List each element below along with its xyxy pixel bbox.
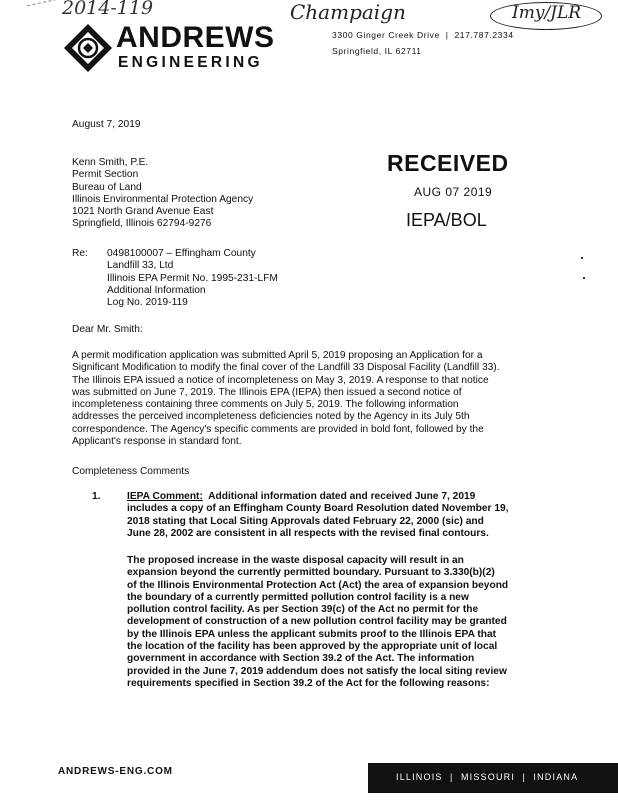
- re-block: [107, 248, 278, 309]
- footer-website: ANDREWS-ENG.COM: [58, 766, 173, 777]
- intro-line: was submitted on June 7, 2019. The Illinois EPA (IEPA) then issued a second notice of: [72, 386, 462, 398]
- margin-mark: [581, 257, 583, 259]
- letterhead-address-line2: Springfield, IL 62711: [332, 46, 422, 56]
- comment-p2-line: of the Illinois Environmental Protection Act (Act) the area of expansion beyond: [127, 579, 509, 591]
- received-stamp-date: AUG 07 2019: [414, 185, 493, 199]
- recipient-block: [72, 157, 253, 231]
- comment-p2-line: pollution control facility. As per Section 39(c) of the Act no permit for the: [127, 604, 479, 616]
- comment-line: includes a copy of an Effingham County Board Resolution dated November 19,: [127, 503, 509, 515]
- brand-name: ANDREWS: [116, 21, 275, 54]
- recipient-line: Bureau of Land: [72, 181, 142, 193]
- letterhead-address-line1: 3300 Ginger Creek Drive | 217.787.2334: [332, 30, 514, 40]
- recipient-line: Illinois Environmental Protection Agency: [72, 193, 254, 205]
- recipient-line: Springfield, Illinois 62794-9276: [72, 218, 212, 230]
- re-line: Log No. 2019-119: [107, 297, 188, 309]
- comment-p2-line: The proposed increase in the waste disposal capacity will result in an: [127, 555, 464, 566]
- handwritten-initials: Imy/JLR: [512, 3, 582, 23]
- comment-p2-line: by the Illinois EPA unless the applicant submits proof to the Illinois EPA that: [127, 628, 497, 640]
- footer-states: ILLINOIS | MISSOURI | INDIANA: [396, 772, 579, 782]
- re-line: Illinois EPA Permit No. 1995-231-LFM: [107, 272, 278, 284]
- section-heading: Completeness Comments: [72, 466, 190, 477]
- recipient-line: Kenn Smith, P.E.: [72, 157, 149, 168]
- andrews-logo-icon: [62, 22, 114, 74]
- comment-p2-line: development of construction of a new pollution control facility may be granted: [127, 616, 507, 628]
- intro-paragraph: [72, 350, 572, 448]
- intro-line: The Illinois EPA issued a notice of incompleteness on May 3, 2019. A response to that notice: [72, 374, 489, 386]
- comment-line: June 28, 2002 are consistent in all respects with the revised final contours.: [127, 527, 489, 539]
- comment-first-line: [127, 491, 577, 503]
- comment-p2-line: requirements specified in Section 39.2 of the Act for the following reasons:: [127, 677, 490, 689]
- intro-line: A permit modification application was submitted April 5, 2019 proposing an Application for a: [72, 350, 483, 361]
- corner-marks: [27, 0, 59, 16]
- recipient-line: Permit Section: [72, 169, 139, 181]
- brand-subname: ENGINEERING: [118, 54, 263, 71]
- comment-line: 2018 stating that Local Siting Approvals dated February 22, 2000 (sic) and: [127, 515, 484, 527]
- intro-line: addresses the perceived incompleteness deficiencies noted by the Agency in its July 5th: [72, 411, 470, 423]
- re-line: Additional Information: [107, 284, 206, 296]
- comment-block: [127, 491, 577, 540]
- letter-date: August 7, 2019: [72, 119, 141, 130]
- comment-p2-line: expansion beyond the currently permitted boundary. Pursuant to 3.330(b)(2): [127, 567, 495, 579]
- comment-paragraph-2: [127, 555, 577, 690]
- re-line: Landfill 33, Ltd: [107, 260, 174, 272]
- footer-band: [368, 763, 618, 793]
- comment-label: IEPA Comment:: [127, 491, 203, 502]
- comment-p2-line: government in accordance with Section 39.2 of the Act. The information: [127, 653, 475, 665]
- intro-line: incompleteness containing three comments on July 5, 2019. The following information: [72, 399, 459, 411]
- intro-line: correspondence. The Agency's specific comments are provided in bold font, followed by the: [72, 423, 484, 435]
- comment-number: 1.: [92, 491, 101, 502]
- received-stamp-title: RECEIVED: [387, 150, 509, 176]
- intro-line: Significant Modification to modify the final cover of the Landfill 33 Disposal Facility (Landfill 33).: [72, 362, 500, 374]
- re-label: Re:: [72, 248, 88, 259]
- comment-first-line-text: Additional information dated and received June 7, 2019: [208, 491, 476, 502]
- comment-p2-line: the location of the facility has been approved by the appropriate unit of local: [127, 641, 498, 653]
- comment-p2-line: the boundary of a currently permitted pollution control facility is a new: [127, 591, 469, 603]
- margin-mark: [583, 277, 585, 279]
- recipient-line: 1021 North Grand Avenue East: [72, 206, 214, 218]
- salutation: Dear Mr. Smith:: [72, 324, 143, 335]
- handwritten-file-number: 2014-119: [62, 0, 154, 19]
- intro-line: Applicant's response in standard font.: [72, 436, 242, 448]
- handwritten-county: Champaign: [290, 0, 406, 24]
- comment-p2-line: provided in the June 7, 2019 addendum does not satisfy the local siting review: [127, 665, 507, 677]
- re-line: 0498100007 – Effingham County: [107, 248, 256, 259]
- received-stamp-office: IEPA/BOL: [406, 210, 487, 230]
